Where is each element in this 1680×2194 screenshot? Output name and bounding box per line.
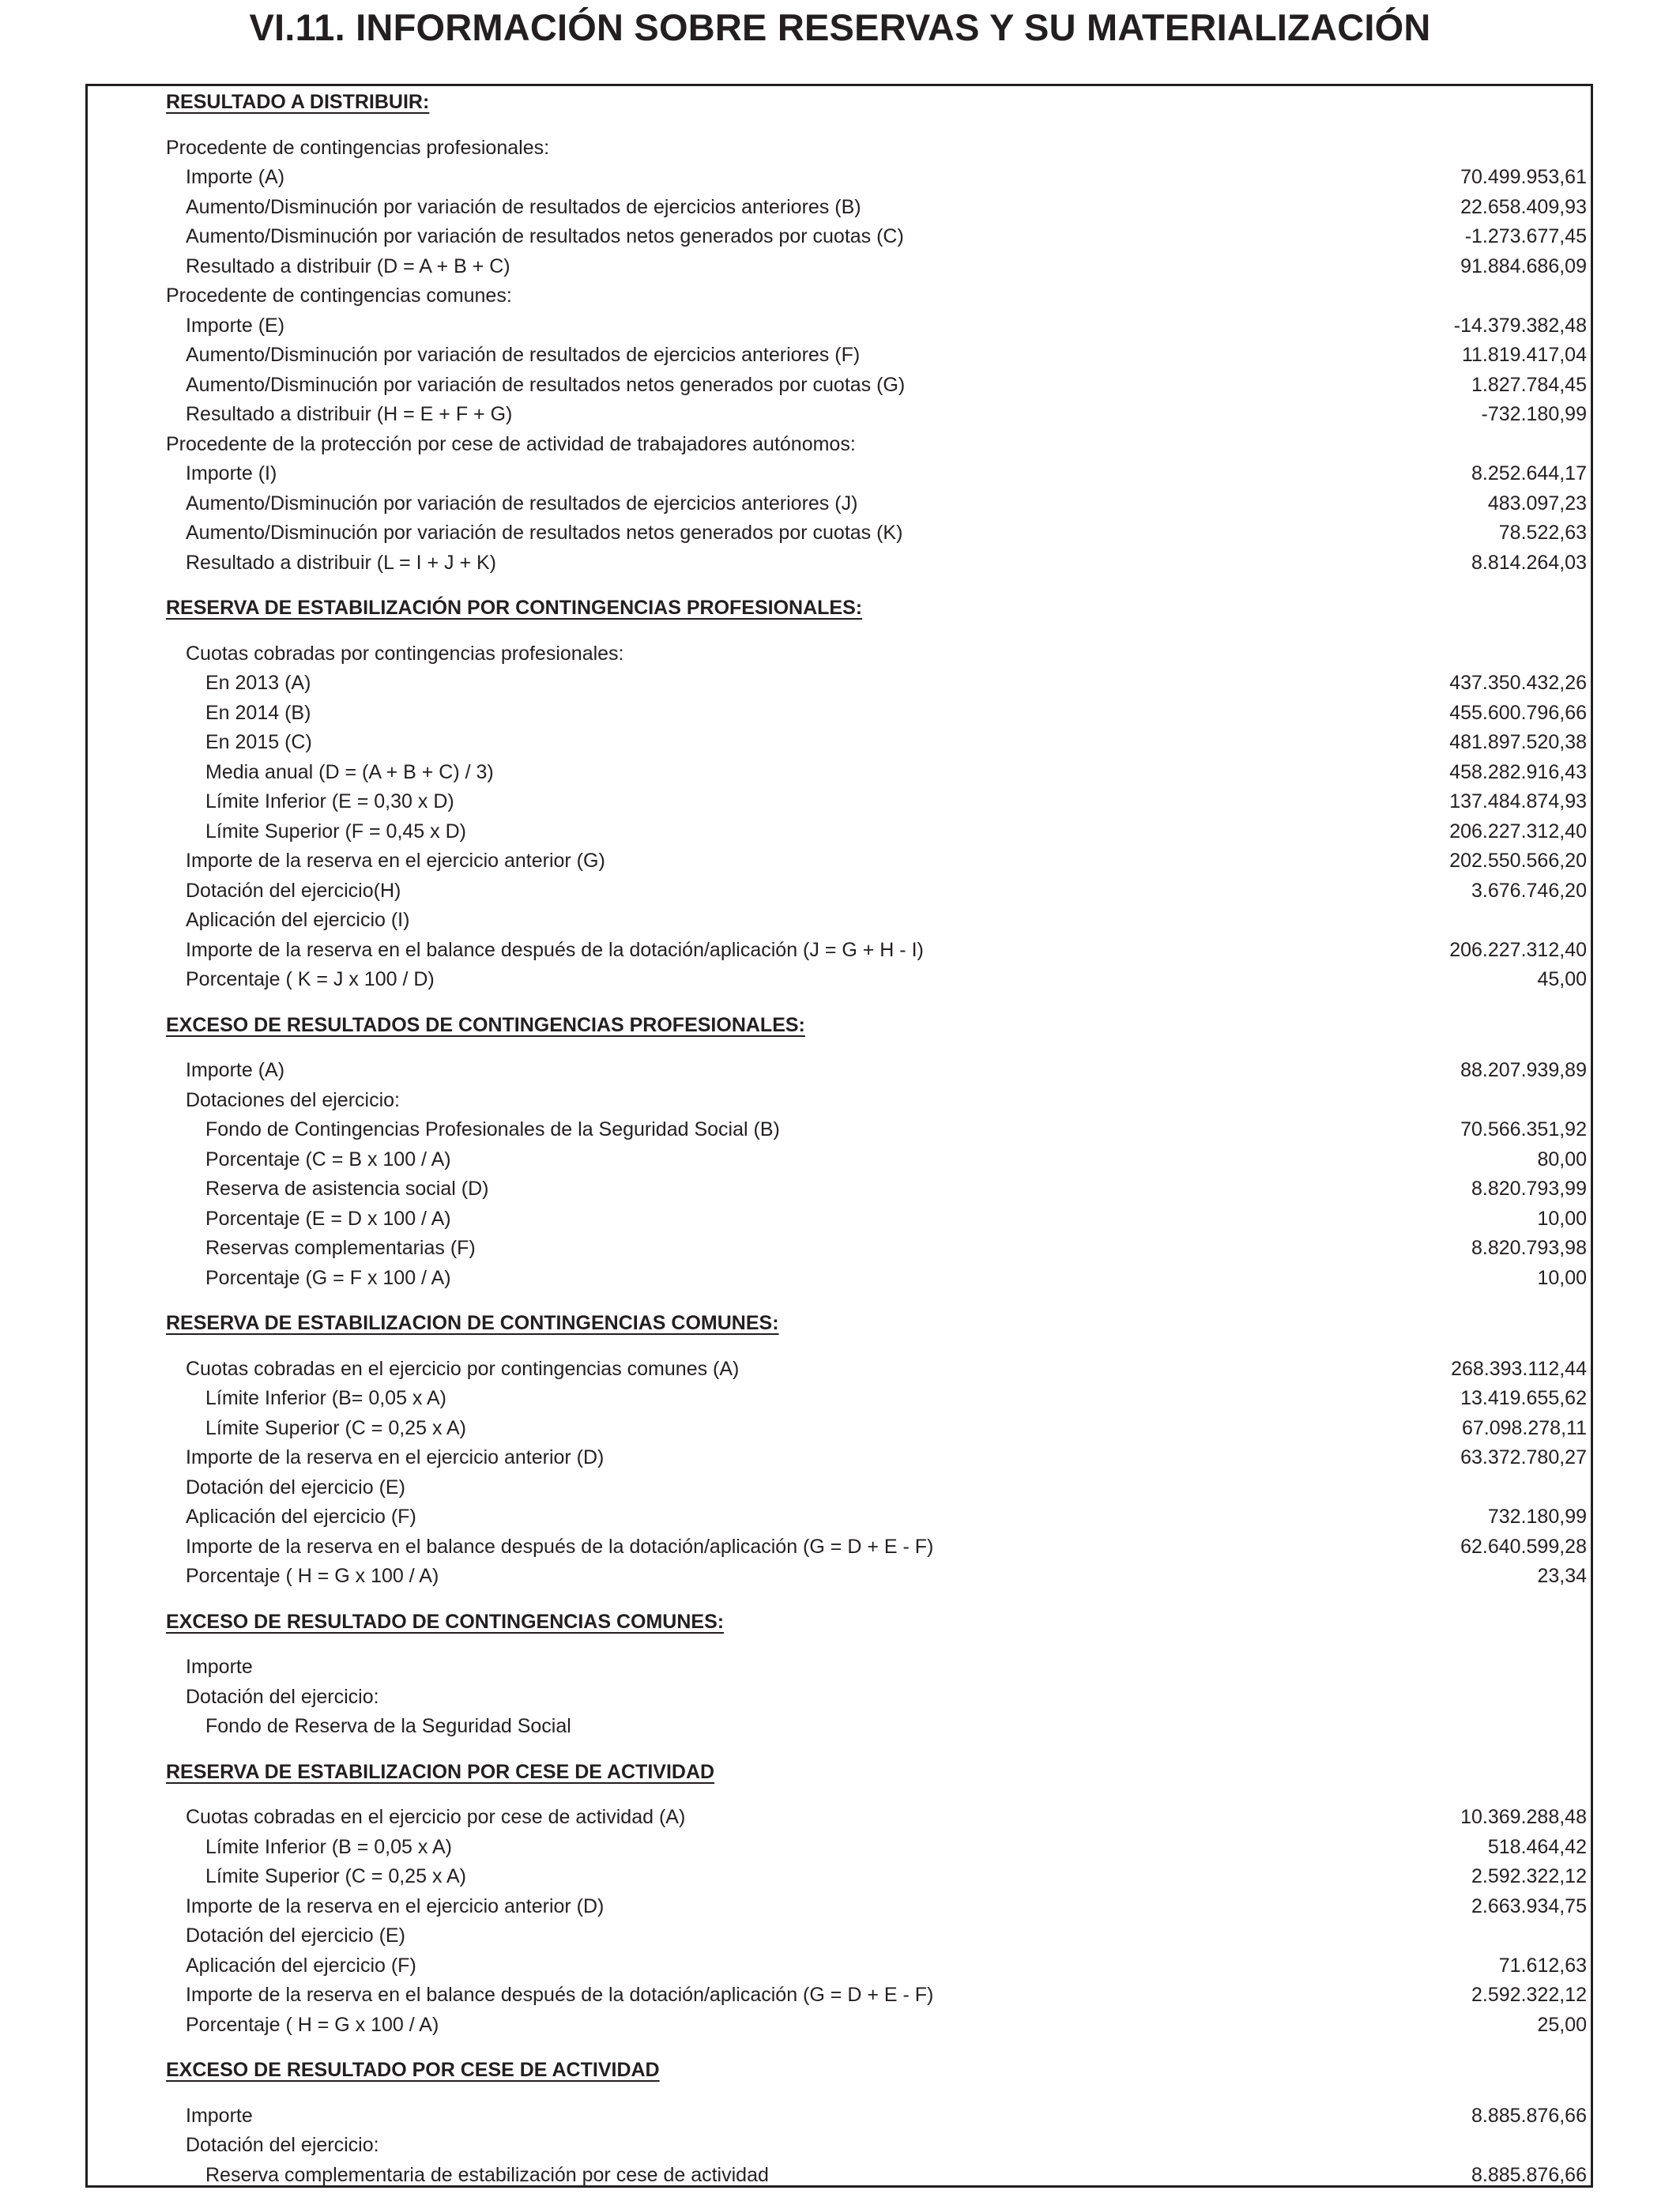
row-label: Aumento/Disminución por variación de resultados de ejercicios anteriores (B) bbox=[186, 195, 861, 218]
row-value: 91.884.686,09 bbox=[1460, 254, 1587, 277]
row-value: -1.273.677,45 bbox=[1464, 225, 1587, 247]
report-row bbox=[166, 1145, 1593, 1174]
row-value: 67.098.278,11 bbox=[1461, 1416, 1587, 1439]
report-row bbox=[166, 1115, 1593, 1144]
report-row bbox=[166, 371, 1593, 400]
row-label: Importe de la reserva en el ejercicio anterior (D) bbox=[186, 1446, 605, 1468]
row-value: 70.499.953,61 bbox=[1460, 166, 1587, 188]
report-row bbox=[166, 817, 1593, 846]
report-row bbox=[166, 1653, 1593, 1682]
row-value: 22.658.409,93 bbox=[1460, 195, 1587, 218]
row-label: Porcentaje ( H = G x 100 / A) bbox=[186, 2013, 439, 2036]
row-value: 3.676.746,20 bbox=[1471, 879, 1587, 902]
row-label: En 2015 (C) bbox=[205, 731, 312, 753]
report-row bbox=[166, 876, 1593, 906]
row-value: 455.600.796,66 bbox=[1449, 701, 1587, 724]
row-value: 1.827.784,45 bbox=[1471, 373, 1587, 396]
row-label: EXCESO DE RESULTADO DE CONTINGENCIAS COMUNES: bbox=[166, 1610, 725, 1633]
report-row bbox=[166, 758, 1593, 787]
row-label: RESERVA DE ESTABILIZACION POR CESE DE ACTIVIDAD bbox=[166, 1760, 715, 1783]
row-value: 206.227.312,40 bbox=[1449, 820, 1587, 843]
row-value: 10,00 bbox=[1537, 1266, 1587, 1289]
report-row bbox=[166, 2161, 1593, 2190]
report-row bbox=[166, 163, 1593, 192]
row-label: Importe (A) bbox=[186, 166, 285, 188]
report-row bbox=[166, 2102, 1593, 2131]
row-label: Dotación del ejercicio (E) bbox=[186, 1924, 405, 1947]
row-value: 137.484.874,93 bbox=[1449, 790, 1587, 812]
row-label: Procedente de contingencias comunes: bbox=[166, 285, 512, 307]
report-row bbox=[166, 252, 1593, 281]
report-row bbox=[166, 1981, 1593, 2010]
report-row bbox=[166, 489, 1593, 518]
row-value: 11.819.417,04 bbox=[1461, 344, 1587, 366]
row-label: Dotaciones del ejercicio: bbox=[186, 1088, 400, 1111]
row-label: Aumento/Disminución por variación de resultados netos generados por cuotas (K) bbox=[186, 522, 903, 544]
row-value: 2.592.322,12 bbox=[1471, 1865, 1587, 1887]
row-label: Aumento/Disminución por variación de resultados de ejercicios anteriores (J) bbox=[186, 492, 858, 515]
row-value: 8.885.876,66 bbox=[1471, 2104, 1587, 2127]
row-value: 45,00 bbox=[1537, 968, 1587, 990]
row-label: Importe de la reserva en el balance después de la dotación/aplicación (G = D + E - F) bbox=[186, 1984, 934, 2006]
row-label: Dotación del ejercicio(H) bbox=[186, 879, 401, 902]
report-row bbox=[166, 1414, 1593, 1443]
row-value: 71.612,63 bbox=[1498, 1954, 1587, 1977]
report-row bbox=[166, 311, 1593, 341]
row-label: Límite Superior (F = 0,45 x D) bbox=[205, 820, 466, 843]
row-value: 80,00 bbox=[1537, 1148, 1587, 1171]
report-row bbox=[166, 1532, 1593, 1562]
row-label: Aplicación del ejercicio (F) bbox=[186, 1506, 416, 1528]
section-header bbox=[166, 2056, 1593, 2085]
row-label: Porcentaje (C = B x 100 / A) bbox=[205, 1148, 451, 1171]
row-label: Dotación del ejercicio (E) bbox=[186, 1476, 405, 1498]
row-label: Importe de la reserva en el balance después de la dotación/aplicación (G = D + E - F) bbox=[186, 1535, 934, 1558]
row-label: RESERVA DE ESTABILIZACIÓN POR CONTINGENCIAS PROFESIONALES: bbox=[166, 597, 863, 619]
row-label: Procedente de contingencias profesionales: bbox=[166, 136, 550, 159]
report-row bbox=[166, 787, 1593, 816]
row-label: Límite Superior (C = 0,25 x A) bbox=[205, 1865, 467, 1887]
report-row bbox=[166, 548, 1593, 578]
report-row bbox=[166, 222, 1593, 251]
row-value: 518.464,42 bbox=[1487, 1835, 1587, 1858]
report-row bbox=[166, 906, 1593, 935]
row-label: Reserva complementaria de estabilización por cese de actividad bbox=[205, 2163, 769, 2186]
report-row bbox=[166, 1803, 1593, 1832]
row-label: Porcentaje (E = D x 100 / A) bbox=[205, 1207, 451, 1230]
row-value: 202.550.566,20 bbox=[1449, 850, 1587, 872]
row-value: 25,00 bbox=[1537, 2013, 1587, 2036]
row-label: EXCESO DE RESULTADOS DE CONTINGENCIAS PROFESIONALES: bbox=[166, 1013, 805, 1036]
row-label: Importe (E) bbox=[186, 314, 285, 337]
row-label: Límite Inferior (E = 0,30 x D) bbox=[205, 790, 454, 812]
row-label: Importe (I) bbox=[186, 462, 277, 484]
report-row bbox=[166, 1384, 1593, 1413]
row-label: Importe de la reserva en el balance después de la dotación/aplicación (J = G + H - I) bbox=[186, 938, 924, 961]
row-value: 62.640.599,28 bbox=[1460, 1535, 1587, 1558]
report-row bbox=[166, 341, 1593, 370]
row-label: Reservas complementarias (F) bbox=[205, 1237, 476, 1259]
row-label: Importe bbox=[186, 1656, 253, 1678]
report-row bbox=[166, 1562, 1593, 1591]
row-label: Importe (A) bbox=[186, 1059, 285, 1081]
row-value: 2.592.322,12 bbox=[1471, 1984, 1587, 2006]
row-label: Fondo de Contingencias Profesionales de la Seguridad Social (B) bbox=[205, 1118, 780, 1140]
row-value: 23,34 bbox=[1537, 1565, 1587, 1587]
report-row bbox=[166, 639, 1593, 669]
row-value: 8.252.644,17 bbox=[1471, 462, 1587, 484]
section-header bbox=[166, 1309, 1593, 1338]
subsection-label bbox=[166, 430, 1593, 459]
row-value: 8.820.793,99 bbox=[1471, 1178, 1587, 1200]
row-label: Porcentaje ( K = J x 100 / D) bbox=[186, 968, 435, 990]
row-label: Aumento/Disminución por variación de resultados de ejercicios anteriores (F) bbox=[186, 344, 861, 366]
row-value: 732.180,99 bbox=[1487, 1506, 1587, 1528]
page-title: VI.11. INFORMACIÓN SOBRE RESERVAS Y SU MATERIALIZACIÓN bbox=[249, 6, 1431, 48]
row-label: Aumento/Disminución por variación de resultados netos generados por cuotas (C) bbox=[186, 225, 904, 247]
report-row bbox=[166, 1056, 1593, 1085]
row-label: Porcentaje (G = F x 100 / A) bbox=[205, 1266, 451, 1289]
row-label: RESERVA DE ESTABILIZACION DE CONTINGENCIAS COMUNES: bbox=[166, 1312, 779, 1334]
report-row bbox=[166, 1833, 1593, 1862]
report-row bbox=[166, 728, 1593, 757]
row-label: Cuotas cobradas por contingencias profesionales: bbox=[186, 642, 624, 665]
row-label: Resultado a distribuir (L = I + J + K) bbox=[186, 551, 497, 574]
row-label: Reserva de asistencia social (D) bbox=[205, 1178, 489, 1200]
report-row bbox=[166, 1174, 1593, 1204]
row-label: Importe de la reserva en el ejercicio anterior (D) bbox=[186, 1894, 605, 1917]
row-value: 10.369.288,48 bbox=[1460, 1806, 1587, 1828]
report-row bbox=[166, 1683, 1593, 1712]
row-label: Cuotas cobradas en el ejercicio por contingencias comunes (A) bbox=[186, 1357, 740, 1380]
row-label: Procedente de la protección por cese de actividad de trabajadores autónomos: bbox=[166, 432, 856, 455]
row-label: En 2013 (A) bbox=[205, 672, 311, 694]
row-value: 63.372.780,27 bbox=[1460, 1446, 1587, 1468]
section-header bbox=[166, 1608, 1593, 1637]
row-value: 8.820.793,98 bbox=[1471, 1237, 1587, 1259]
row-label: En 2014 (B) bbox=[205, 701, 311, 724]
report-row bbox=[166, 1443, 1593, 1472]
row-value: 206.227.312,40 bbox=[1449, 938, 1587, 961]
row-label: Importe de la reserva en el ejercicio anterior (G) bbox=[186, 850, 605, 872]
report-row bbox=[166, 1862, 1593, 1891]
report-row bbox=[166, 1234, 1593, 1263]
report-row bbox=[166, 193, 1593, 222]
row-label: RESULTADO A DISTRIBUIR: bbox=[166, 91, 430, 113]
report-row bbox=[166, 518, 1593, 548]
row-value: 78.522,63 bbox=[1498, 522, 1587, 544]
report-row bbox=[166, 1921, 1593, 1951]
report-row bbox=[166, 669, 1593, 698]
report-row bbox=[166, 459, 1593, 488]
row-label: Aplicación del ejercicio (I) bbox=[186, 909, 410, 931]
row-value: -14.379.382,48 bbox=[1453, 314, 1587, 337]
row-value: 481.897.520,38 bbox=[1449, 731, 1587, 753]
row-label: Límite Superior (C = 0,25 x A) bbox=[205, 1416, 467, 1439]
row-value: 70.566.351,92 bbox=[1460, 1118, 1587, 1140]
report-row bbox=[166, 2011, 1593, 2040]
report-row bbox=[166, 400, 1593, 429]
row-value: -732.180,99 bbox=[1481, 403, 1587, 425]
report-row bbox=[166, 1204, 1593, 1234]
row-label: Media anual (D = (A + B + C) / 3) bbox=[205, 760, 494, 783]
row-label: Límite Inferior (B= 0,05 x A) bbox=[205, 1387, 446, 1409]
row-label: Dotación del ejercicio: bbox=[186, 2134, 379, 2156]
row-label: Aplicación del ejercicio (F) bbox=[186, 1954, 416, 1977]
row-value: 8.885.876,66 bbox=[1471, 2163, 1587, 2186]
report-row bbox=[166, 699, 1593, 728]
report-row bbox=[166, 2131, 1593, 2160]
report-row bbox=[166, 1264, 1593, 1293]
row-value: 268.393.112,44 bbox=[1451, 1357, 1587, 1380]
row-label: Porcentaje ( H = G x 100 / A) bbox=[186, 1565, 439, 1587]
row-label: Fondo de Reserva de la Seguridad Social bbox=[205, 1715, 571, 1737]
report-row bbox=[166, 965, 1593, 994]
report-row bbox=[166, 1473, 1593, 1502]
report-row bbox=[166, 1502, 1593, 1532]
row-value: 8.814.264,03 bbox=[1471, 551, 1587, 574]
row-label: EXCESO DE RESULTADO POR CESE DE ACTIVIDAD bbox=[166, 2059, 660, 2081]
row-label: Importe bbox=[186, 2104, 253, 2127]
report-row bbox=[166, 1892, 1593, 1921]
row-value: 88.207.939,89 bbox=[1460, 1059, 1587, 1081]
row-value: 458.282.916,43 bbox=[1449, 760, 1587, 783]
row-label: Dotación del ejercicio: bbox=[186, 1685, 379, 1708]
section-header bbox=[166, 594, 1593, 623]
report-row bbox=[166, 1086, 1593, 1115]
row-label: Límite Inferior (B = 0,05 x A) bbox=[205, 1835, 452, 1858]
row-label: Resultado a distribuir (H = E + F + G) bbox=[186, 403, 513, 425]
row-value: 437.350.432,26 bbox=[1449, 672, 1587, 694]
report-row bbox=[166, 846, 1593, 876]
report-row bbox=[166, 1951, 1593, 1981]
row-label: Resultado a distribuir (D = A + B + C) bbox=[186, 254, 510, 277]
row-value: 10,00 bbox=[1537, 1207, 1587, 1230]
section-header bbox=[166, 1011, 1593, 1040]
row-value: 2.663.934,75 bbox=[1471, 1894, 1587, 1917]
report-row bbox=[166, 936, 1593, 965]
row-label: Aumento/Disminución por variación de resultados netos generados por cuotas (G) bbox=[186, 373, 906, 396]
row-value: 483.097,23 bbox=[1487, 492, 1587, 515]
row-label: Cuotas cobradas en el ejercicio por cese de actividad (A) bbox=[186, 1806, 686, 1828]
section-header bbox=[166, 88, 1593, 117]
subsection-label bbox=[166, 134, 1593, 163]
row-value: 13.419.655,62 bbox=[1460, 1387, 1587, 1409]
subsection-label bbox=[166, 281, 1593, 311]
report-row bbox=[166, 1355, 1593, 1384]
section-header bbox=[166, 1758, 1593, 1787]
report-row bbox=[166, 1712, 1593, 1741]
